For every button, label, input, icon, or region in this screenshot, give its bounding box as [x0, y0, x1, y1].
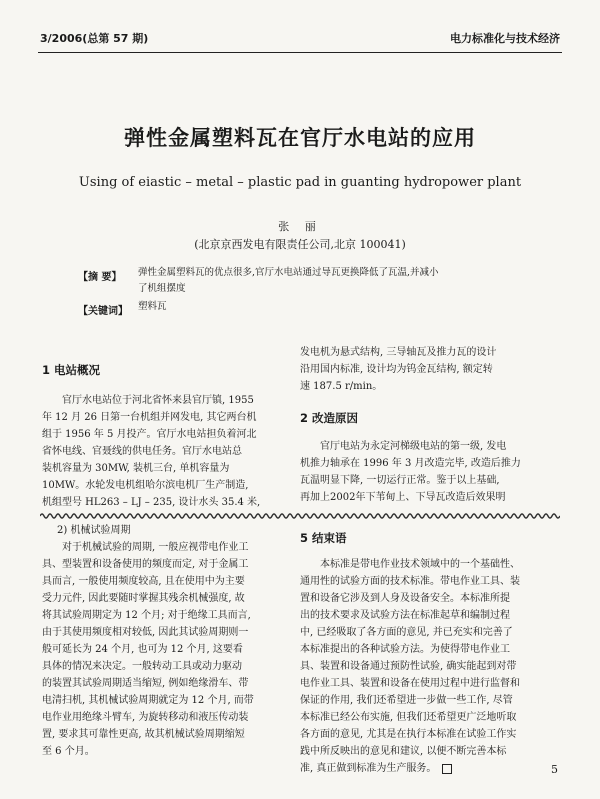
- text-line: 装机容量为 30MW, 装机三台, 单机容量为: [42, 463, 230, 474]
- text-line: 出的技术要求及试验方法在标准起草和编制过程: [300, 610, 510, 621]
- issue-number: 3/2006(总第 57 期): [40, 32, 149, 45]
- section-heading-2: 2 改造原因: [300, 411, 359, 425]
- text-line: 发电机为悬式结构, 三导轴瓦及推力瓦的设计: [300, 347, 497, 358]
- page-number: 5: [551, 763, 558, 776]
- upper-left-paragraph: [42, 392, 282, 511]
- text-line: 本标准提出的各种试验方法。为使得带电作业工: [300, 644, 510, 655]
- upper-right-paragraph-top: [300, 344, 548, 395]
- text-line: 沿用国内标准, 设计均为钨金瓦结构, 额定转: [300, 364, 493, 375]
- text-line: 机组型号 HL263 – LJ – 235, 设计水头 35.4 米,: [42, 497, 261, 508]
- text-line: 年 12 月 26 日第一台机组并网发电, 其它两台机: [42, 412, 257, 423]
- text-line: 的装置其试验周期适当缩短, 例如绝缘滑车、带: [42, 678, 249, 689]
- text-line: 本标准已经公布实施, 但我们还希望更广泛地听取: [300, 712, 517, 723]
- section-heading-1: 1 电站概况: [42, 363, 101, 377]
- text-line: 省怀电线、官聂线的供电任务。官厅水电站总: [42, 446, 242, 457]
- header-rule: [38, 52, 562, 53]
- upper-right-paragraph-bottom: [300, 438, 548, 506]
- journal-name: 电力标准化与技术经济: [450, 32, 560, 45]
- text-line: 置, 要求其可靠性更高, 故其机械试验周期缩短: [42, 729, 245, 740]
- end-mark-icon: [442, 764, 452, 774]
- text-line: 具、型装置和设备使用的频度而定, 对于金属工: [42, 559, 249, 570]
- abstract-label: 【摘 要】: [78, 272, 122, 283]
- abstract-text: [138, 265, 538, 297]
- article-title-en: Using of eiastic – metal – plastic pad in guanting hydropower plant: [78, 175, 522, 190]
- text-line: 中, 已经吸取了各方面的意见, 并已充实和完善了: [300, 627, 513, 638]
- text-line: 官厅水电站位于河北省怀来县官厅镇, 1955: [62, 395, 254, 406]
- text-line: 对于机械试验的周期, 一般应视带电作业工: [62, 542, 249, 553]
- keywords-text: 塑料瓦: [138, 301, 167, 312]
- lower-left-paragraph: [42, 522, 282, 760]
- text-line: 瓦温明显下降, 一切运行正常。鉴于以上基础,: [300, 475, 500, 486]
- text-line: 再加上2002年下苇甸上、下导瓦改造后效果明: [300, 492, 506, 503]
- lower-right-paragraph: [300, 556, 548, 777]
- text-line: 由于其使用频度相对较低, 因此其试验周期则一: [42, 627, 249, 638]
- text-line: 组于 1956 年 5 月投产。官厅水电站担负着河北: [42, 429, 257, 440]
- text-line: 官厅电站为永定河梯级电站的第一级, 发电: [320, 441, 507, 452]
- text-line: 本标准是带电作业技术领域中的一个基础性、: [320, 559, 520, 570]
- text-line: 践中所反映出的意见和建议, 以便不断完善本标: [300, 746, 507, 757]
- author-name: 张 丽: [278, 220, 322, 233]
- text-line: 受力元件, 因此要随时掌握其残余机械强度, 故: [42, 593, 245, 604]
- text-line: 电作业工具、装置和设备在使用过程中进行监督和: [300, 678, 520, 689]
- text-line: 至 6 个月。: [42, 746, 95, 757]
- text-line: 各方面的意见, 尤其是在执行本标准在试验工作实: [300, 729, 517, 740]
- author-affiliation: (北京京西发电有限责任公司,北京 100041): [194, 238, 406, 251]
- text-line: 般可延长为 24 个月, 也可为 12 个月, 这要看: [42, 644, 243, 655]
- text-line: 具而言, 一般使用频度较高, 且在使用中为主要: [42, 576, 245, 587]
- page-break-separator: [40, 511, 560, 521]
- text-line: 机推力轴承在 1996 年 3 月改造完毕, 改造后推力: [300, 458, 521, 469]
- keywords-label: 【关键词】: [78, 306, 128, 317]
- closing-text: 准, 真正做到标准为生产服务。: [300, 763, 437, 774]
- section-heading-5: 5 结束语: [300, 531, 347, 545]
- text-line: 电清扫机, 其机械试验周期就定为 12 个月, 而带: [42, 695, 254, 706]
- text-line: [300, 760, 548, 777]
- text-line: 具体的情况来决定。一般转动工具或动力驱动: [42, 661, 242, 672]
- text-line: 10MW。水轮发电机组哈尔滨电机厂生产制造,: [42, 480, 249, 491]
- subheading-test-period: 2) 机械试验周期: [57, 525, 131, 536]
- article-title-cn: 弹性金属塑料瓦在官厅水电站的应用: [124, 126, 476, 150]
- text-line: 电作业用绝缘斗臂车, 为旋转移动和液压传动装: [42, 712, 249, 723]
- text-line: 速 187.5 r/min。: [300, 381, 383, 392]
- abstract-line: 弹性金属塑料瓦的优点很多,官厅水电站通过导瓦更换降低了瓦温,并减小: [138, 267, 439, 278]
- text-line: 具、装置和设备通过预防性试验, 确实能起到对带: [300, 661, 517, 672]
- abstract-line: 了机组摆度: [138, 283, 186, 294]
- text-line: 通用性的试验方面的技术标准。带电作业工具、装: [300, 576, 520, 587]
- text-line: 保证的作用, 我们还希望进一步做一些工作, 尽管: [300, 695, 513, 706]
- text-line: 将其试验周期定为 12 个月; 对于绝缘工具而言,: [42, 610, 251, 621]
- text-line: 置和设备它涉及到人身及设备安全。本标准所提: [300, 593, 510, 604]
